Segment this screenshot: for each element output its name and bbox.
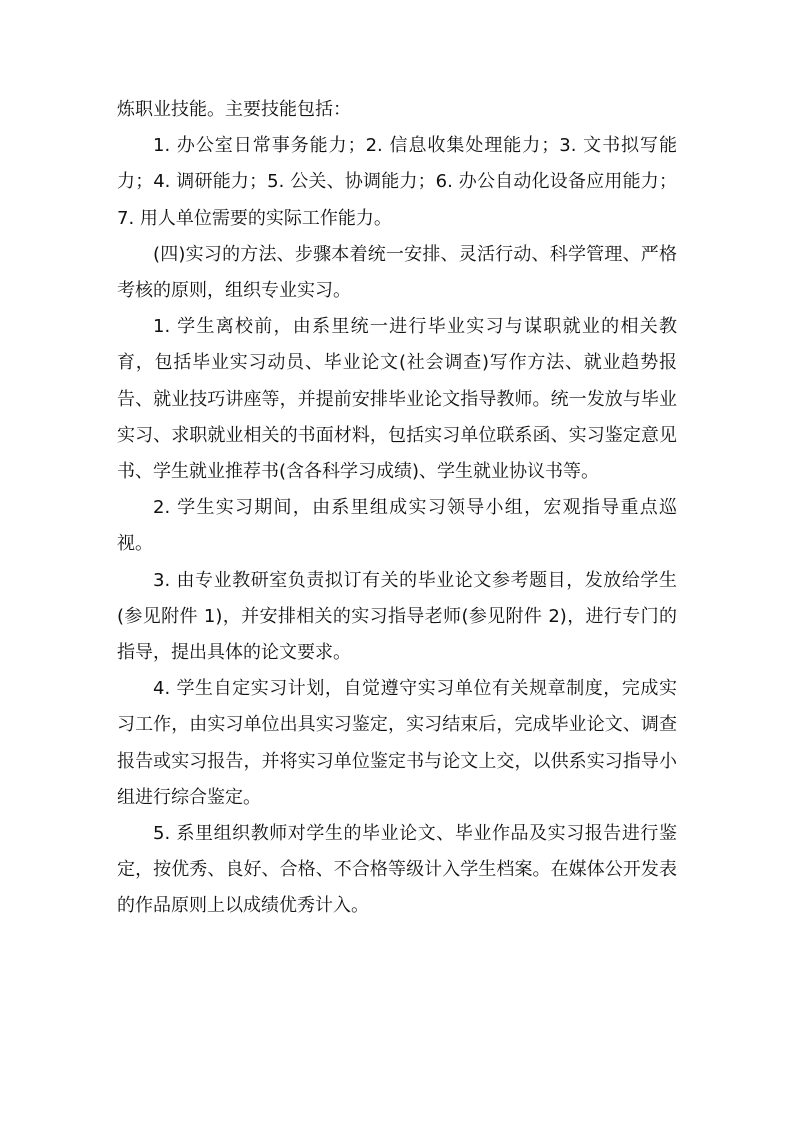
paragraph-section-4-heading: (四)实习的方法、步骤本着统一安排、灵活行动、科学管理、严格考核的原则，组织专业实习。 [117,243,677,302]
paragraph-item-2: 2. 学生实习期间，由系里组成实习领导小组，宏观指导重点巡视。 [117,497,677,555]
paragraph-item-1: 1. 学生离校前，由系里统一进行毕业实习与谋职就业的相关教育，包括毕业实习动员、毕业论文(社会调查)写作方法、就业趋势报告、就业技巧讲座等，并提前安排毕业论文指导教师。统一发放与毕业实习、求职就业相关的书面材料，包括实习单位联系函、实习鉴定意见书、学生就业推荐书(含各科学习成绩)、学生就业协议书等。 [117,316,677,483]
paragraph-skills-list: 1. 办公室日常事务能力；2. 信息收集处理能力；3. 文书拟写能力；4. 调研能力；5. 公关、协调能力；6. 办公自动化设备应用能力；7. 用人单位需要的实际工作能力。 [117,135,677,229]
paragraph-continuation: 炼职业技能。主要技能包括： [117,99,351,120]
paragraph-item-4: 4. 学生自定实习计划，自觉遵守实习单位有关规章制度，完成实习工作，由实习单位出具实习鉴定，实习结束后，完成毕业论文、调查报告或实习报告，并将实习单位鉴定书与论文上交，以供系实习指导小组进行综合鉴定。 [117,678,677,808]
document-body [117,92,677,925]
paragraph-item-3: 3. 由专业教研室负责拟订有关的毕业论文参考题目，发放给学生(参见附件 1)，并安排相关的实习指导老师(参见附件 2)，进行专门的指导，提出具体的论文要求。 [117,569,677,664]
paragraph-item-5: 5. 系里组织教师对学生的毕业论文、毕业作品及实习报告进行鉴定，按优秀、良好、合格、不合格等级计入学生档案。在媒体公开发表的作品原则上以成绩优秀计入。 [117,823,677,917]
